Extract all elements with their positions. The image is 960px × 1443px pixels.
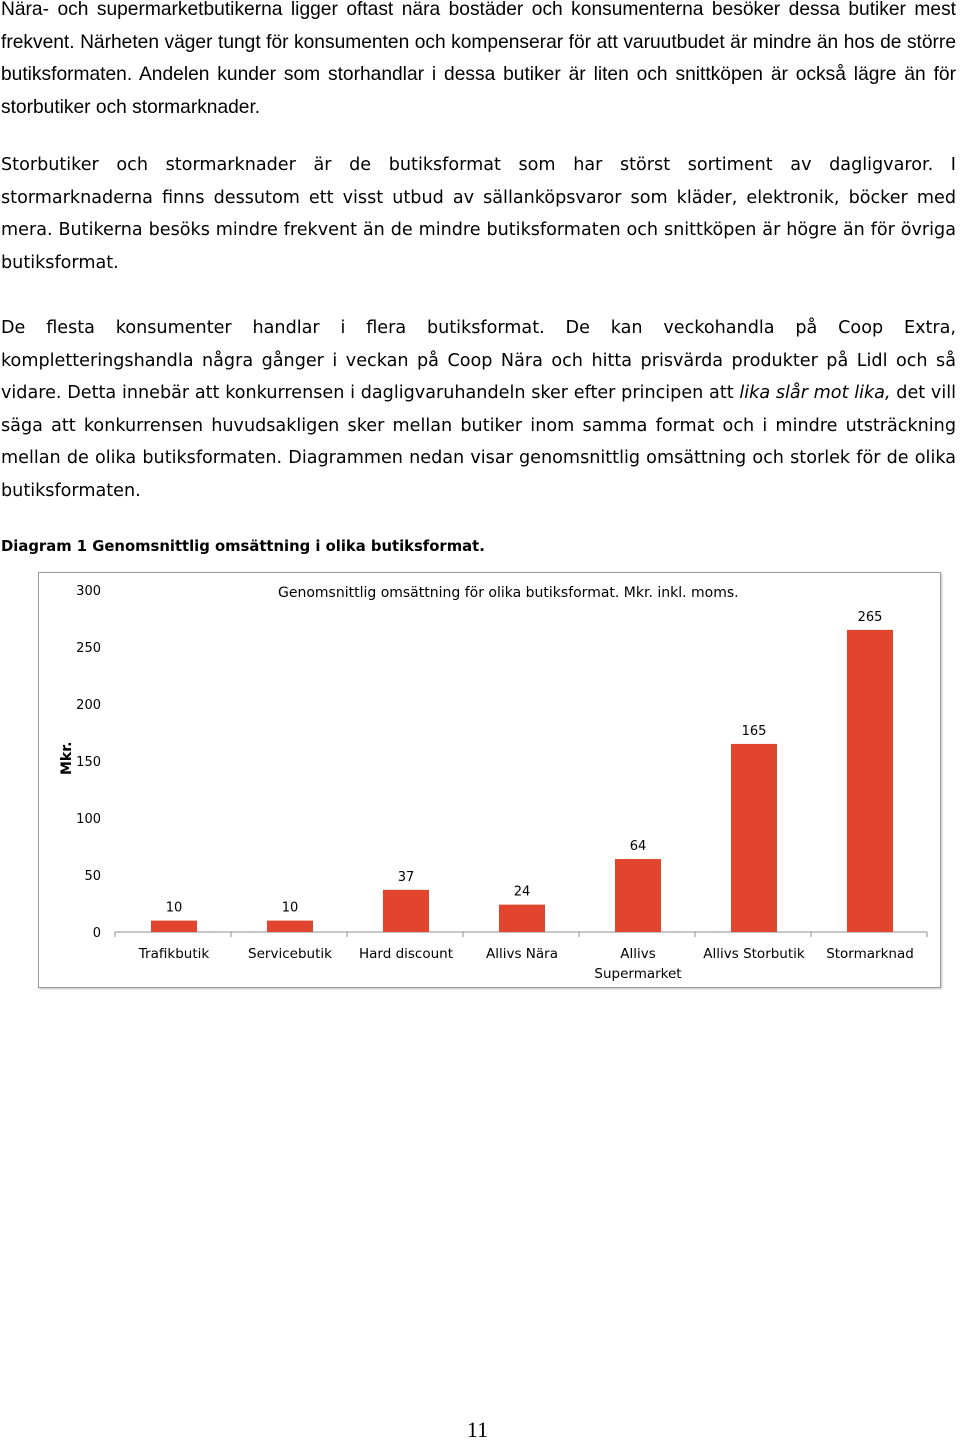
- bar-servicebutik: [267, 921, 313, 932]
- diagram-caption: Diagram 1 Genomsnittlig omsättning i olika butiksformat.: [1, 538, 485, 555]
- x-category-label: Servicebutik: [248, 946, 332, 962]
- chart-title: Genomsnittlig omsättning för olika butiksformat. Mkr. inkl. moms.: [278, 585, 739, 601]
- paragraph-konkurrens-part1: De flesta konsumenter handlar i flera butiksformat. De kan veckohandla på Coop Extra, kompletteringshandla några gånger i veckan på Coop Nära och hitta prisvärda produkter på Lidl och så vidare. Detta innebär att konkurrensen i dagligvaruhandeln sker efter principen att: [1, 318, 956, 404]
- y-tick-label: 150: [76, 755, 101, 770]
- paragraph-konkurrens: [1, 312, 956, 508]
- x-category-label: Allivs Storbutik: [703, 946, 805, 962]
- paragraph-storbutiker: Storbutiker och stormarknader är de butiksformat som har störst sortiment av dagligvaror. I stormarknaderna finns dessutom ett visst utbud av sällanköpsvaror som kläder, elektronik, böcker med mera. Butikerna besöks mindre frekvent än de mindre butiksformaten och snittköpen är högre än för övriga butiksformat.: [1, 155, 956, 273]
- bar-allivs-storbutik: [731, 744, 777, 932]
- y-tick-label: 50: [84, 869, 101, 884]
- bar-stormarknad: [847, 630, 893, 932]
- bar-trafikbutik: [151, 921, 197, 932]
- y-tick-label: 0: [92, 926, 101, 941]
- paragraph-nara-supermarket: Nära- och supermarketbutikerna ligger oftast nära bostäder och konsumenterna besöker dessa butiker mest frekvent. Närheten väger tungt för konsumenten och kompenserar för att varuutbudet är mindre än hos de större butiksformaten. Andelen kunder som storhandlar i dessa butiker är liten och snittköpen är också lägre än för storbutiker och stormarknader.: [1, 0, 956, 118]
- x-category-label: Stormarknad: [826, 946, 914, 962]
- data-label: 37: [397, 869, 415, 885]
- x-category-label: Trafikbutik: [138, 946, 210, 962]
- x-category-label: Allivs: [620, 946, 656, 962]
- bar-chart-svg: [39, 573, 940, 987]
- y-tick-label: 200: [76, 698, 101, 713]
- y-tick-label: 300: [76, 584, 101, 599]
- y-tick-label: 250: [76, 641, 101, 656]
- data-label: 265: [857, 609, 883, 625]
- bar-hard-discount: [383, 890, 429, 932]
- bar-allivs-supermarket: [615, 859, 661, 932]
- data-label: 24: [513, 884, 531, 900]
- y-tick-label: 100: [76, 812, 101, 827]
- data-label: 10: [165, 900, 183, 916]
- data-label: 10: [281, 900, 299, 916]
- x-category-label: Allivs Nära: [486, 946, 558, 962]
- bar-chart: [38, 572, 941, 988]
- page-number: 11: [466, 1417, 489, 1442]
- data-label: 165: [741, 723, 767, 739]
- bar-allivs-nära: [499, 905, 545, 932]
- x-category-label: Supermarket: [594, 966, 682, 982]
- y-axis-label: Mkr.: [59, 741, 75, 775]
- x-category-label: Hard discount: [358, 946, 454, 962]
- paragraph-konkurrens-italic: lika slår mot lika,: [739, 383, 891, 404]
- paragraph-konkurrens-part2: det vill säga att konkurrensen huvudsakligen sker mellan butiker inom samma format och i mindre utsträckning mellan de olika butiksformaten. Diagrammen nedan visar genomsnittlig omsättning och storlek för de olika butiksformaten.: [1, 383, 957, 501]
- data-label: 64: [629, 839, 647, 855]
